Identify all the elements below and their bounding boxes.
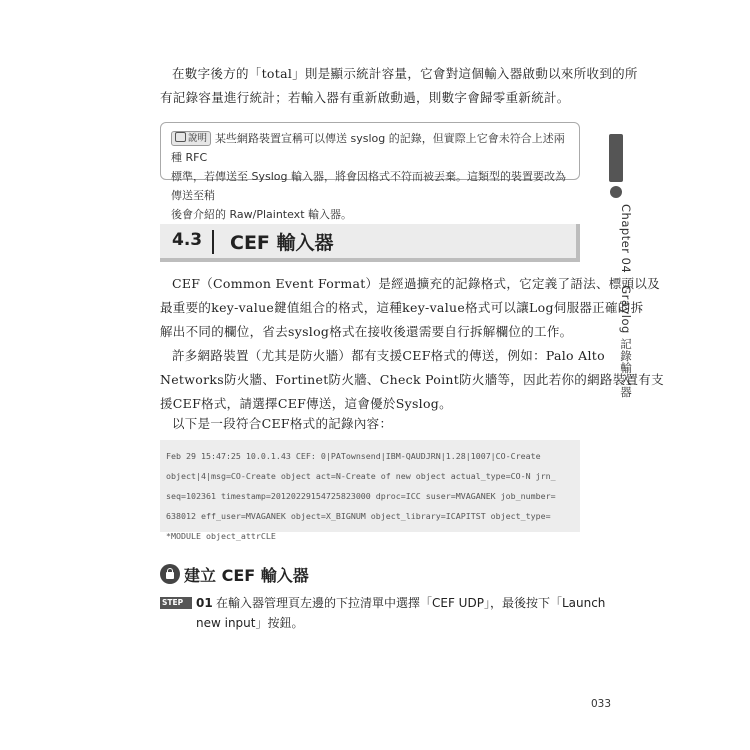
note-text-1: 某些網路裝置宣稱可以傳送 syslog 的記錄，但實際上它會未符合上述兩種 RFC [171, 132, 565, 164]
step-badge: STEP [160, 597, 192, 609]
body-p2-line-3: 援CEF格式，請選擇CEF傳送，這會優於Syslog。 [160, 396, 452, 411]
code-line-3: seq=102361 timestamp=20120229154725823000 dproc=ICC suser=MVAGANEK job_number= [166, 491, 556, 501]
section-number: 4.3 [172, 230, 203, 250]
section-heading-bar [160, 224, 580, 262]
step-line-1: 在輸入器管理頁左邊的下拉清單中選擇「CEF UDP」，最後按下「Launch [216, 596, 606, 610]
note-badge [171, 131, 211, 146]
page-number: 033 [591, 698, 612, 710]
section-title: CEF 輸入器 [230, 232, 334, 254]
step-number: 01 [196, 596, 213, 610]
note-box [160, 122, 580, 221]
chapter-side-label: Chapter 04 Graylog 記錄輸入器 [619, 204, 633, 398]
step-line-2: new input」按鈕。 [196, 616, 304, 630]
note-line-3: 後會介紹的 Raw/Plaintext 輸入器。 [171, 208, 353, 221]
body-p3: 以下是一段符合CEF格式的記錄內容： [172, 416, 393, 431]
chapter-dot-icon [610, 186, 622, 198]
intro-line-2: 有記錄容量進行統計；若輸入器有重新啟動過，則數字會歸零重新統計。 [160, 90, 570, 105]
body-p1-line-2: 最重要的key-value鍵值組合的格式，這種key-value格式可以讓Log伺服器正確的拆 [160, 300, 644, 315]
body-p2-line-1: 許多網路裝置（尤其是防火牆）都有支援CEF格式的傳送，例如：Palo Alto [172, 348, 605, 363]
code-line-5: *MODULE object_attrCLE [166, 531, 276, 541]
subsection-title: 建立 CEF 輸入器 [184, 566, 309, 585]
code-line-4: 638012 eff_user=MVAGANEK object=X_BIGNUM object_library=ICAPITST object_type= [166, 511, 551, 521]
note-badge-label: 說明 [188, 133, 208, 144]
section-divider [212, 230, 214, 254]
note-line-1 [171, 129, 569, 167]
chapter-tab-icon [609, 134, 623, 182]
note-line-2: 標準，若傳送至 Syslog 輸入器，將會因格式不符而被丟棄。這類型的裝置要改為傳送至稍 [171, 170, 566, 202]
lock-icon [160, 564, 180, 584]
code-text [166, 446, 578, 546]
intro-line-1: 在數字後方的「total」則是顯示統計容量，它會對這個輸入器啟動以來所收到的所 [172, 66, 638, 81]
body-p2-line-2: Networks防火牆、Fortinet防火牆、Check Point防火牆等，因此若你的網路裝置有支 [160, 372, 664, 387]
code-line-2: object|4|msg=CO-Create object act=N-Create of new object actual_type=CO-N jrn_ [166, 471, 556, 481]
body-p1-line-3: 解出不同的欄位，省去syslog格式在接收後還需要自行拆解欄位的工作。 [160, 324, 573, 339]
body-p1-line-1: CEF（Common Event Format）是經過擴充的記錄格式，它定義了語法、標頭以及 [172, 276, 660, 291]
note-icon [175, 132, 186, 142]
code-line-1: Feb 29 15:47:25 10.0.1.43 CEF: 0|PATownsend|IBM-QAUDJRN|1.28|1007|CO-Create [166, 451, 541, 461]
